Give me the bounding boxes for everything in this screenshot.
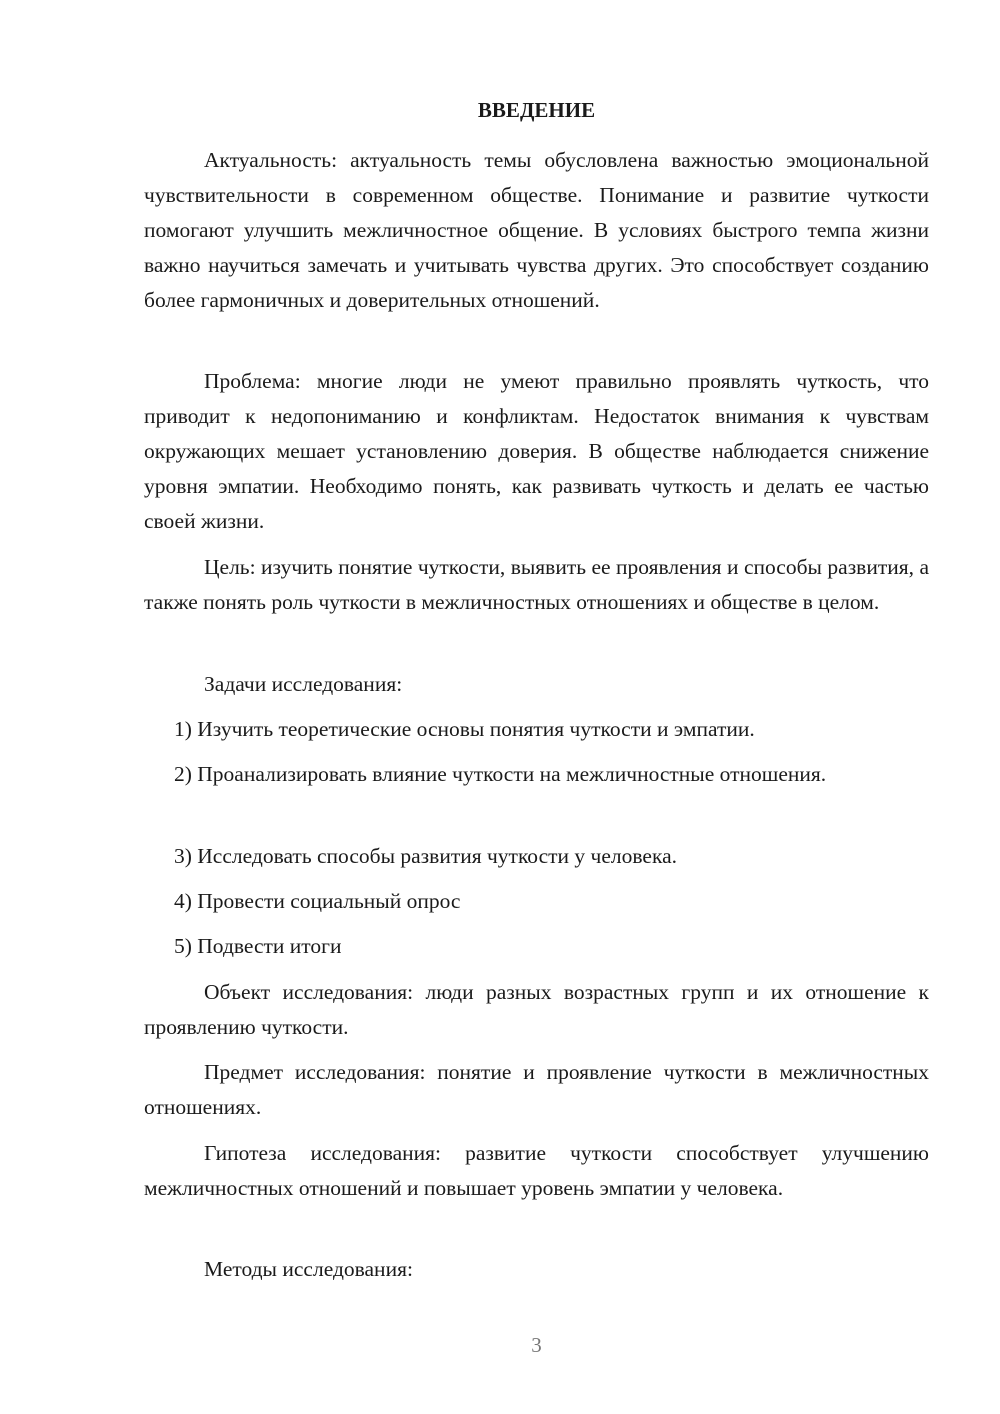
paragraph-hypothesis: Гипотеза исследования: развитие чуткости способствует улучшению межличностных отношений и повышает уровень эмпатии у человека. [144,1141,929,1200]
task-item-4: 4) Провести социальный опрос [174,889,461,913]
paragraph-object: Объект исследования: люди разных возрастных групп и их отношение к проявлению чуткости. [144,980,929,1039]
paragraph-goal: Цель: изучить понятие чуткости, выявить ее проявления и способы развития, а также понять роль чуткости в межличностных отношениях и обществе в целом. [144,555,929,614]
paragraph-relevance: Актуальность: актуальность темы обусловлена важностью эмоциональной чувствительности в современном обществе. Понимание и развитие чуткости помогают улучшить межличностное общение. В условиях быстрого темпа жизни важно научиться замечать и учитывать чувства других. Это способствует созданию более гармоничных и доверительных отношений. [144,148,929,312]
task-item-3: 3) Исследовать способы развития чуткости у человека. [174,844,677,868]
section-heading: ВВЕДЕНИЕ [477,98,596,122]
task-item-2: 2) Проанализировать влияние чуткости на межличностные отношения. [174,762,827,786]
paragraph-tasks-intro: Задачи исследования: [204,672,403,696]
task-item-1: 1) Изучить теоретические основы понятия чуткости и эмпатии. [174,717,755,741]
paragraph-subject: Предмет исследования: понятие и проявление чуткости в межличностных отношениях. [144,1060,929,1119]
document-page [144,0,929,1414]
paragraph-problem: Проблема: многие люди не умеют правильно проявлять чуткость, что приводит к недопониманию и конфликтам. Недостаток внимания к чувствам окружающих мешает установлению доверия. В обществе наблюдается снижение уровня эмпатии. Необходимо понять, как развивать чуткость и делать ее частью своей жизни. [144,369,929,533]
page-number: 3 [531,1333,542,1357]
task-item-5: 5) Подвести итоги [174,934,342,958]
paragraph-methods: Методы исследования: [204,1257,413,1281]
